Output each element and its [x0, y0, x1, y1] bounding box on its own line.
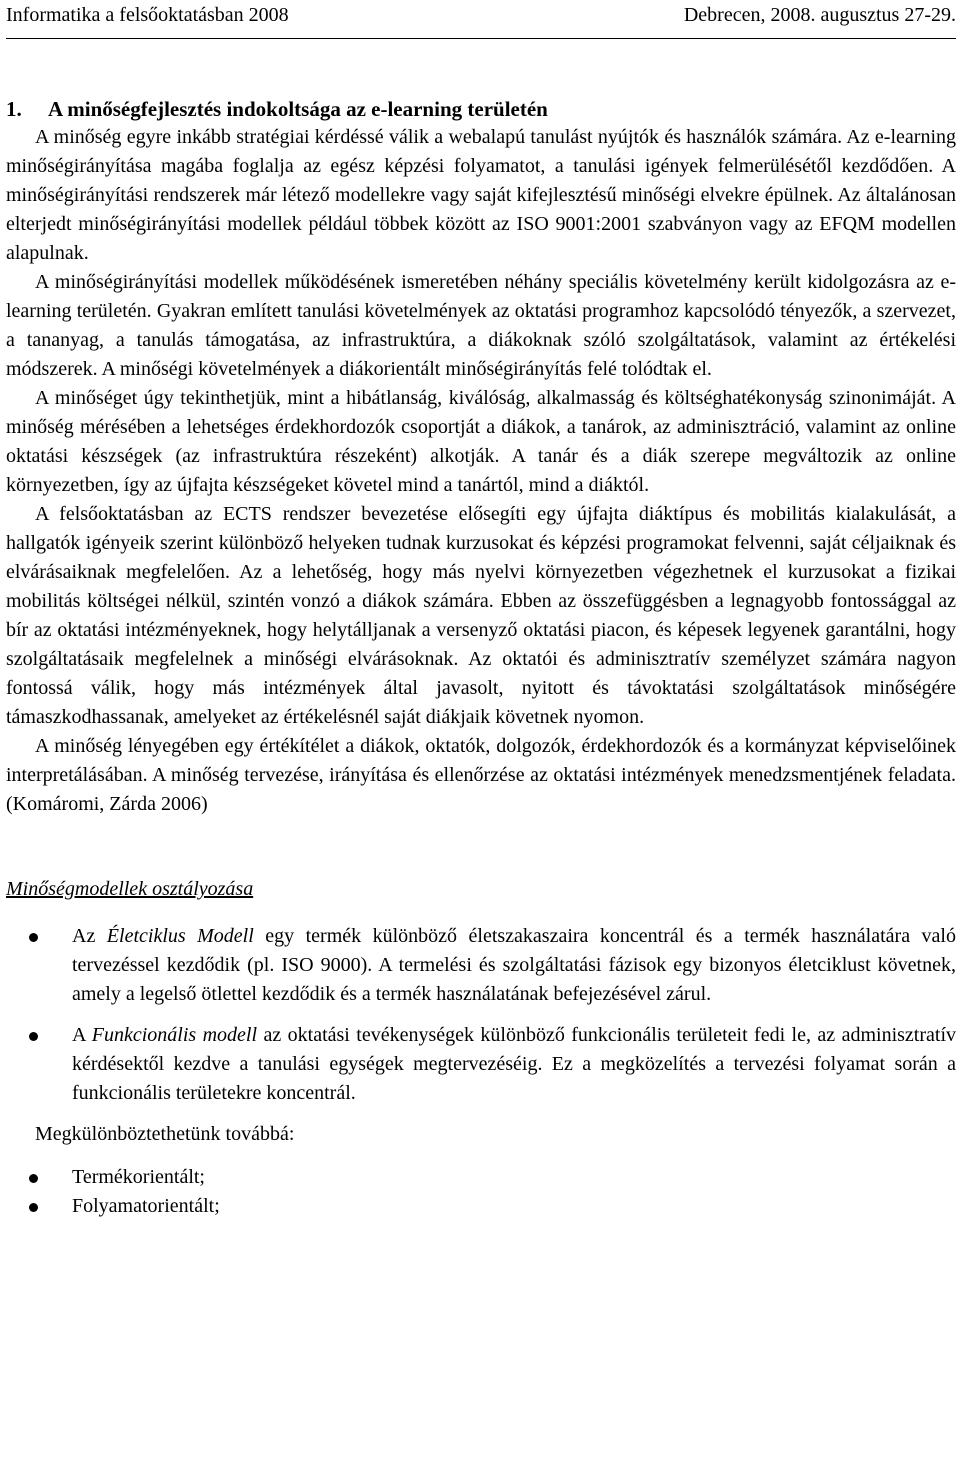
- list-item: [6, 922, 956, 1009]
- paragraph-2: A minőségirányítási modellek működésének ismeretében néhány speciális követelmény került kidolgozásra az e-learning területén. Gyakran említett tanulási követelmények az oktatási programhoz kapcsolódó tényezők, a szervezet, a tananyag, a tanulás támogatása, az infrastruktúra, a diákoknak szóló szolgáltatások, valamint az értékelési módszerek. A minőségi követelmények a diákorientált minőségirányítás felé tolódtak el.: [6, 271, 956, 380]
- page-header: [6, 0, 956, 39]
- document-page: [6, 0, 956, 1221]
- bullet-term: Életciklus Modell: [106, 925, 254, 947]
- bullet-prefix: Az: [72, 925, 107, 947]
- list-item-text: Folyamatorientált;: [72, 1195, 220, 1217]
- paragraph-5: A minőség lényegében egy értékítélet a diákok, oktatók, dolgozók, érdekhordozók és a kormányzat képviselőinek interpretálásában. A minőség tervezése, irányítása és ellenőrzése az oktatási intézmények menedzsmentjének feladata. (Komáromi, Zárda 2006): [6, 735, 956, 815]
- bullet-icon: [29, 933, 38, 942]
- header-left: Informatika a felsőoktatásban 2008: [6, 4, 289, 26]
- list-item: [6, 1163, 956, 1192]
- bullet-prefix: A: [72, 1024, 92, 1046]
- list-intro: Megkülönböztethetünk továbbá:: [35, 1123, 295, 1145]
- bullet-icon: [29, 1174, 38, 1183]
- bullet-icon: [29, 1032, 38, 1041]
- list-item-text: Termékorientált;: [72, 1166, 205, 1188]
- orientation-list: [6, 1163, 956, 1221]
- bullet-text: egy termék különböző életszakaszaira koncentrál és a termék használatára való tervezéssel kezdődik (pl. ISO 9000). A termelési és szolgáltatási fázisok egy bizonyos életciklust követnek, amely a legelső ötlettel kezdődik és a termék használatának befejezésével zárul.: [72, 925, 956, 1005]
- model-list: [6, 922, 956, 1108]
- section-number: 1.: [6, 97, 22, 121]
- paragraph-3: A minőséget úgy tekinthetjük, mint a hibátlanság, kiválóság, alkalmasság és költséghatékonyság szinonimáját. A minőség mérésében a lehetséges érdekhordozók csoportját a diákok, a tanárok, az adminisztráció, valamint az online oktatási készségek (az infrastruktúra részeként) alkotják. A tanár és a diák szerepe megváltozik az online környezetben, így az újfajta készségeket követel mind a tanártól, mind a diáktól.: [6, 387, 956, 496]
- bullet-text: az oktatási tevékenységek különböző funkcionális területeit fedi le, az adminisztratív kérdésektől kezdve a tanulási egységek megtervezéséig. Ez a megközelítés a tervezési folyamat során a funkcionális területekre koncentrál.: [72, 1024, 956, 1104]
- list-item: [6, 1192, 956, 1221]
- section-title: A minőségfejlesztés indokoltsága az e-learning területén: [48, 97, 548, 121]
- paragraph-4: A felsőoktatásban az ECTS rendszer bevezetése elősegíti egy újfajta diáktípus és mobilitás kialakulását, a hallgatók igényeik szerint különböző helyeken tudnak kurzusokat és képzési programokat felvenni, saját céljaiknak és elvárásaiknak megfelelően. Az a lehetőség, hogy más nyelvi környezetben végezhetnek el kurzusokat a fizikai mobilitás költségei nélkül, szintén vonzó a diákok számára. Ebben az összefüggésben a legnagyobb fontossággal az bír az oktatási intézményeknek, hogy helytálljanak a versenyző oktatási piacon, és képesek legyenek garantálni, hogy szolgáltatásaik megfelelnek a minőségi elvárásoknak. Az oktatói és adminisztratív személyzet számára nagyon fontossá válik, hogy más intézmények által javasolt, nyitott és távoktatási szolgáltatások minőségére támaszkodhassanak, amelyeket az értékelésnél saját diákjaik követnek nyomon.: [6, 503, 956, 728]
- subheading: Minőségmodellek osztályozása: [6, 878, 254, 900]
- bullet-term: Funkcionális modell: [91, 1024, 258, 1046]
- list-item: [6, 1021, 956, 1108]
- bullet-icon: [29, 1203, 38, 1212]
- paragraph-1: A minőség egyre inkább stratégiai kérdéssé válik a webalapú tanulást nyújtók és használók számára. Az e-learning minőségirányítása magába foglalja az egész képzési folyamatot, a tanulási igények felmerülésétől kezdődően. A minőségirányítási rendszerek már létező modellekre vagy saját kifejlesztésű minőségi elvekre épülnek. Az általánosan elterjedt minőségirányítási modellek például többek között az ISO 9001:2001 szabványon vagy az EFQM modellen alapulnak.: [6, 126, 956, 264]
- section-heading: [6, 95, 956, 123]
- header-right: Debrecen, 2008. augusztus 27-29.: [683, 4, 956, 26]
